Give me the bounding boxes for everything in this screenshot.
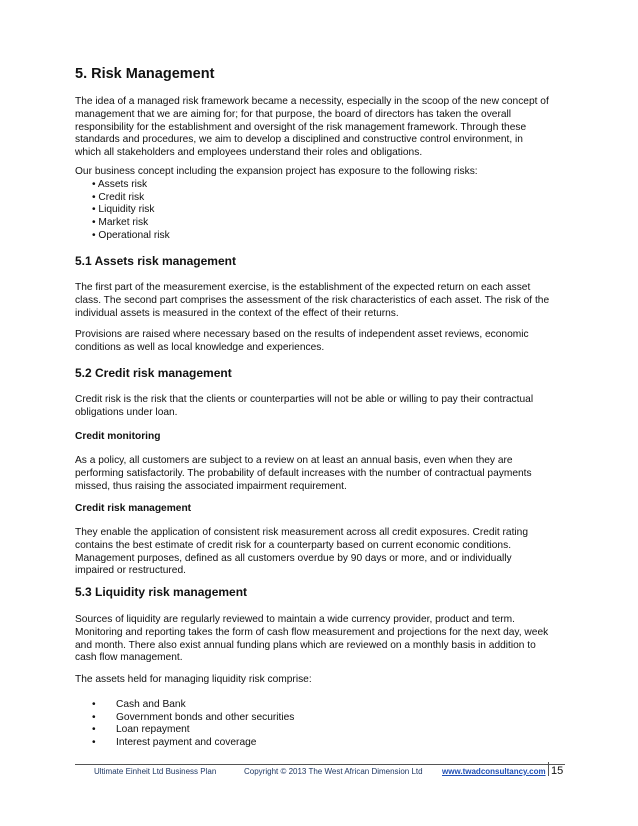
text-line: They enable the application of consistent risk measurement across all credit exposures. Credit rating (75, 527, 529, 538)
risk-list (92, 179, 170, 243)
section-5-intro (75, 96, 575, 160)
bullet-icon: • (92, 711, 96, 723)
section-5-2-paragraph-1 (75, 394, 575, 420)
text-line: and month. There also exist annual funding plans which are reviewed on a monthly basis in addition to (75, 639, 536, 651)
section-5-2-paragraph-2 (75, 455, 575, 493)
section-5-title: 5. Risk Management (75, 66, 215, 82)
text-line: standards and procedures, we aim to develop a disciplined and constructive control environment, in (75, 134, 523, 146)
section-5-2-title: 5.2 Credit risk management (75, 366, 232, 380)
list-item-label: Cash and Bank (116, 699, 186, 710)
list-item: • Market risk (92, 217, 149, 229)
list-item-label: Government bonds and other securities (116, 711, 295, 723)
credit-monitoring-title: Credit monitoring (75, 431, 161, 442)
text-line: missed, thus raising the associated impairment requirement. (75, 480, 347, 492)
footer-document-name: Ultimate Einheit Ltd Business Plan (94, 767, 217, 776)
bullet-icon: • (92, 699, 96, 710)
list-item (92, 724, 294, 737)
text-line: Credit risk is the risk that the clients or counterparties will not be able or willing to pay their contractual (75, 394, 534, 405)
list-item-label: Interest payment and coverage (116, 737, 257, 749)
footer-copyright: Copyright © 2013 The West African Dimension Ltd (244, 767, 423, 776)
exposure-line: Our business concept including the expansion project has exposure to the following risks: (75, 166, 478, 177)
list-item-label: Loan repayment (116, 724, 190, 736)
credit-risk-management-title: Credit risk management (75, 503, 192, 514)
text-line: which all stakeholders and employees understand their roles and obligations. (75, 147, 423, 159)
section-5-3-title: 5.3 Liquidity risk management (75, 585, 248, 599)
section-5-1-title: 5.1 Assets risk management (75, 254, 236, 268)
section-5-3-paragraph-1 (75, 614, 575, 665)
liquidity-assets-list (92, 699, 294, 750)
list-item: • Operational risk (92, 229, 170, 241)
text-line: impaired or restructured. (75, 565, 186, 577)
bullet-icon: • (92, 737, 96, 749)
list-item: • Assets risk (92, 179, 148, 190)
list-item: • Credit risk (92, 191, 145, 203)
text-line: responsibility for the establishment and oversight of the risk management framework. Through these (75, 121, 527, 133)
section-5-3-paragraph-2: The assets held for managing liquidity risk comprise: (75, 674, 312, 685)
page-number: 15 (551, 765, 564, 777)
text-line: conditions as well as local knowledge and experiences. (75, 341, 325, 353)
text-line: class. The second part comprises the assessment of the risk characteristics of each asset. The risk of the (75, 294, 550, 306)
list-item (92, 737, 294, 750)
text-line: cash flow management. (75, 652, 183, 664)
page-number-divider (548, 762, 549, 776)
section-5-1-paragraph-1 (75, 282, 575, 320)
text-line: performing satisfactorily. The probability of default increases with the number of contractual payments (75, 467, 532, 479)
section-5-1-paragraph-2 (75, 329, 575, 355)
text-line: The idea of a managed risk framework became a necessity, especially in the scoop of the new concept of (75, 96, 549, 107)
text-line: Sources of liquidity are regularly reviewed to maintain a wide currency provider, product and term. (75, 614, 515, 625)
text-line: obligations under loan. (75, 406, 178, 418)
text-line: The first part of the measurement exercise, is the establishment of the expected return on each asset (75, 282, 531, 293)
bullet-icon: • (92, 724, 96, 736)
footer-divider (75, 764, 565, 765)
text-line: Monitoring and reporting takes the form of cash flow measurement and projections for the next day, week (75, 626, 549, 638)
text-line: Management purposes, defined as all customers overdue by 90 days or more, and or individually (75, 552, 512, 564)
list-item: • Liquidity risk (92, 204, 155, 216)
section-5-2-paragraph-3 (75, 527, 575, 578)
text-line: Provisions are raised where necessary based on the results of independent asset reviews, economic (75, 329, 529, 340)
text-line: contains the best estimate of credit risk for a counterparty based on current economic conditions. (75, 539, 512, 551)
text-line: As a policy, all customers are subject to a review on at least an annual basis, even when they are (75, 455, 513, 466)
footer-website-link[interactable]: www.twadconsultancy.com (442, 767, 546, 776)
text-line: management that we are aiming for; for that purpose, the board of directors has taken the overall (75, 108, 512, 120)
list-item (92, 699, 294, 712)
text-line: individual assets is measured in the context of the effect of their returns. (75, 307, 399, 319)
list-item (92, 712, 294, 725)
